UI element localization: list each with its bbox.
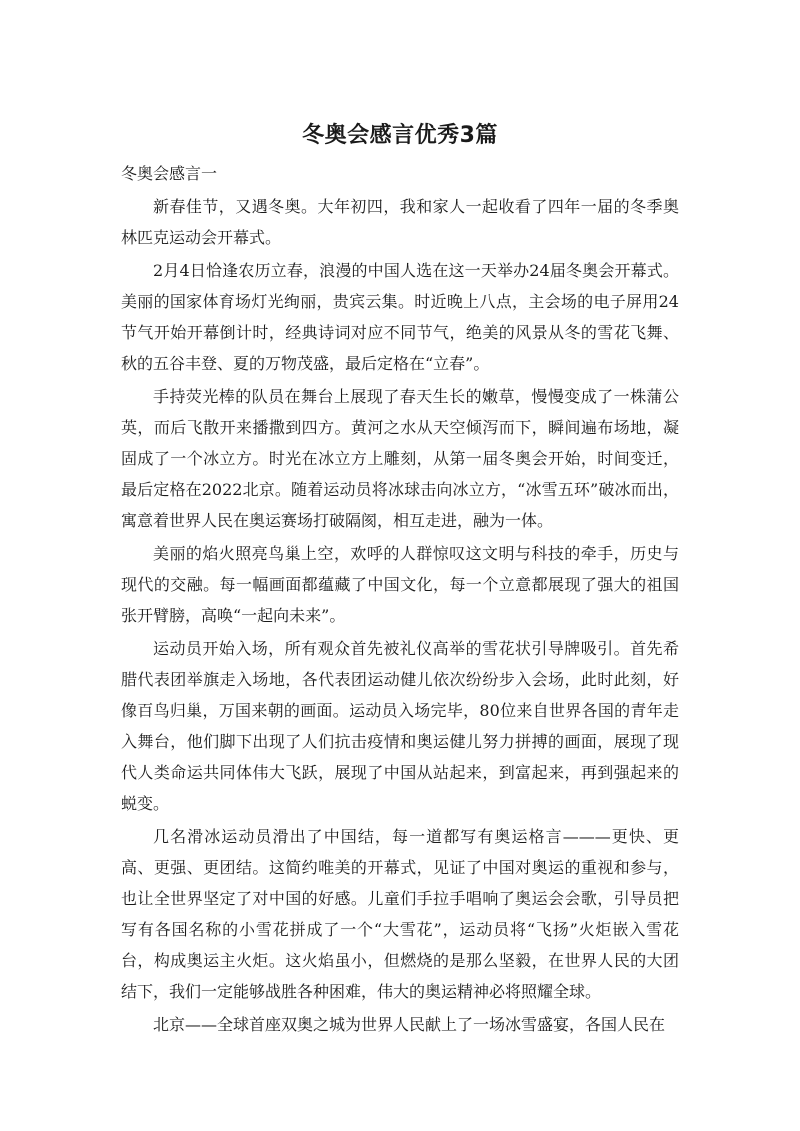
paragraph: 2月4日恰逢农历立春，浪漫的中国人选在这一天举办24届冬奥会开幕式。美丽的国家体育场灯光绚丽，贵宾云集。时近晚上八点，主会场的电子屏用24节气开始开幕倒计时，经典诗词对应不同节气，绝美的风景从冬的雪花飞舞、秋的五谷丰登、夏的万物茂盛，最后定格在“立春”。	[121, 261, 679, 373]
paragraph: 手持荧光棒的队员在舞台上展现了春天生长的嫩草，慢慢变成了一株蒲公英，而后飞散开来播撒到四方。黄河之水从天空倾泻而下，瞬间遍布场地，凝固成了一个冰立方。时光在冰立方上雕刻，从第一届冬奥会开始，时间变迁，最后定格在2022北京。随着运动员将冰球击向冰立方，“冰雪五环”破冰而出，寓意着世界人民在奥运赛场打破隔阂，相互走进，融为一体。	[121, 387, 679, 530]
section-heading: 冬奥会感言一	[121, 164, 218, 183]
document-body	[121, 191, 679, 1042]
paragraph: 几名滑冰运动员滑出了中国结，每一道都写有奥运格言———更快、更高、更强、更团结。这简约唯美的开幕式，见证了中国对奥运的重视和参与，也让全世界坚定了对中国的好感。儿童们手拉手唱响了奥运会会歌，引导员把写有各国名称的小雪花拼成了一个“大雪花”，运动员将“飞扬”火炬嵌入雪花台，构成奥运主火炬。这火焰虽小，但燃烧的是那么坚毅，在世界人民的大团结下，我们一定能够战胜各种困难，伟大的奥运精神必将照耀全球。	[121, 827, 679, 1001]
paragraph: 北京——全球首座双奥之城为世界人民献上了一场冰雪盛宴，各国人民在	[153, 1015, 666, 1034]
paragraph: 美丽的焰火照亮鸟巢上空，欢呼的人群惊叹这文明与科技的牵手，历史与现代的交融。每一幅画面都蕴藏了中国文化，每一个立意都展现了强大的祖国张开臂膀，高唤“一起向未来”。	[121, 544, 679, 625]
paragraph: 新春佳节，又遇冬奥。大年初四，我和家人一起收看了四年一届的冬季奥林匹克运动会开幕式。	[121, 197, 679, 247]
paragraph: 运动员开始入场，所有观众首先被礼仪高举的雪花状引导牌吸引。首先希腊代表团举旗走入场地，各代表团运动健儿依次纷纷步入会场，此时此刻，好像百鸟归巢，万国来朝的画面。运动员入场完毕，80位来自世界各国的青年走入舞台，他们脚下出现了人们抗击疫情和奥运健儿努力拼搏的画面，展现了现代人类命运共同体伟大飞跃，展现了中国从站起来，到富起来，再到强起来的蜕变。	[121, 639, 679, 813]
document-title: 冬奥会感言优秀3篇	[302, 123, 498, 148]
